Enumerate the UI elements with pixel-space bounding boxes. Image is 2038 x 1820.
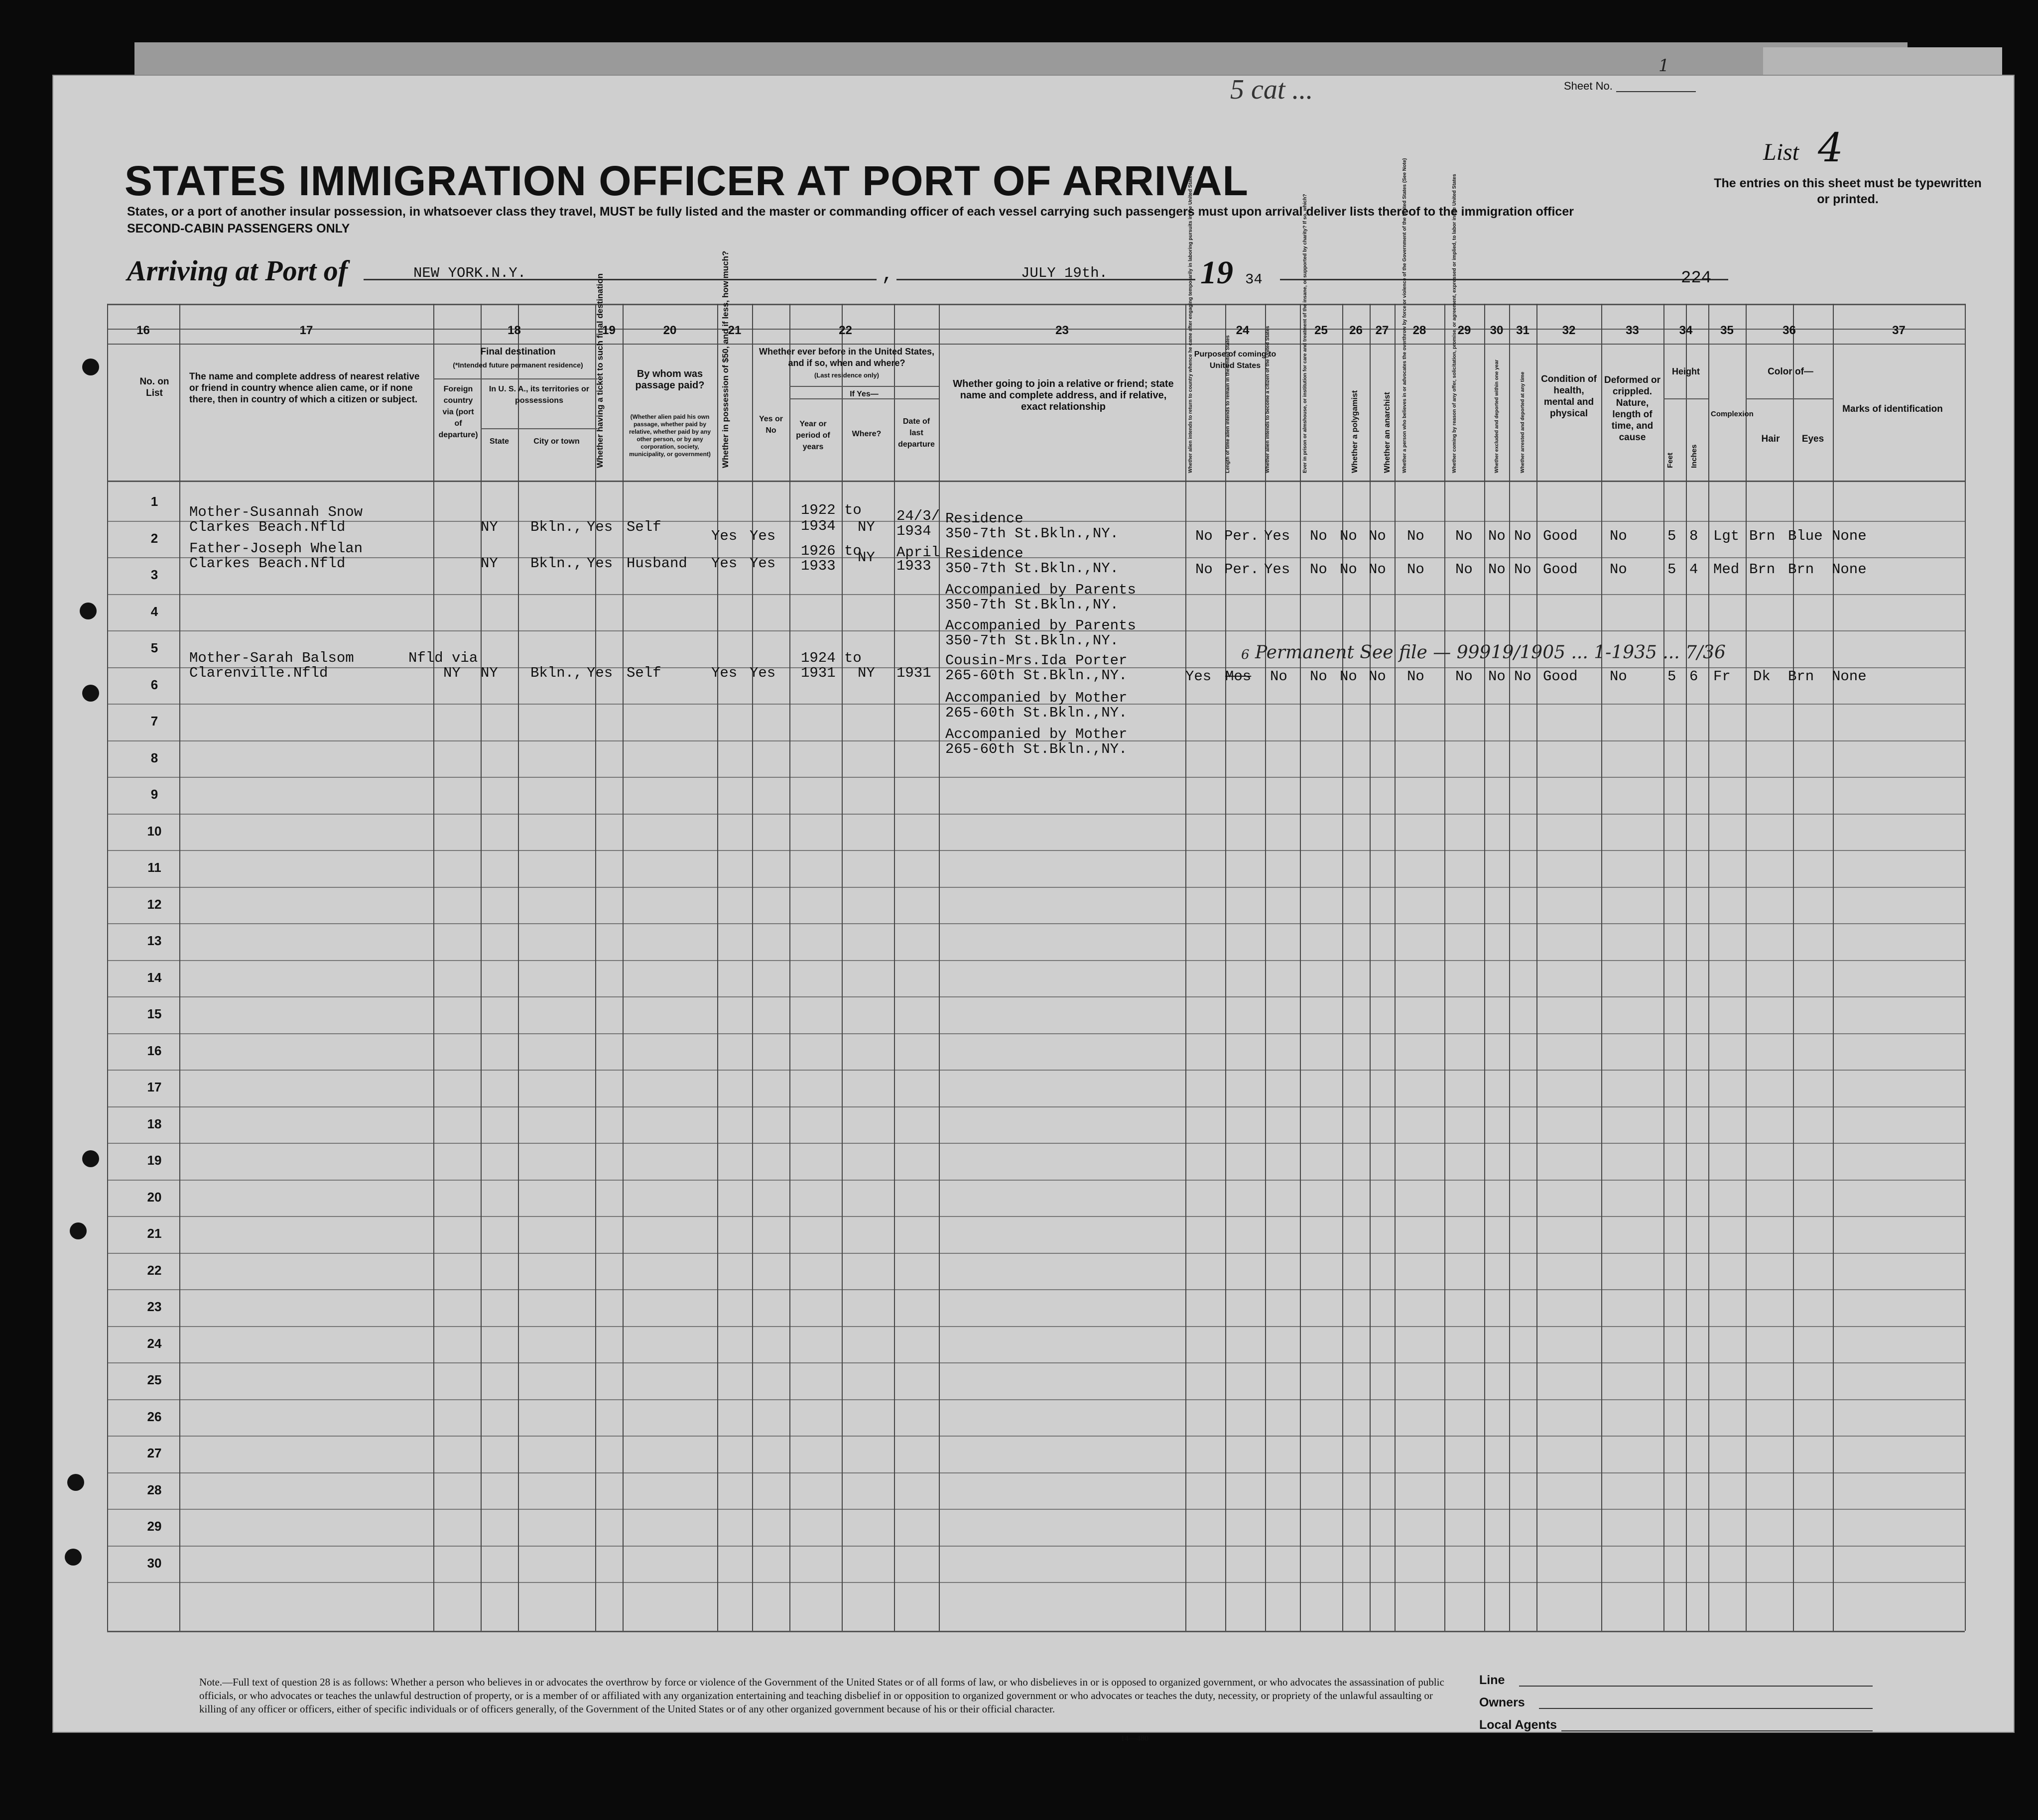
year-line xyxy=(1280,279,1728,280)
column-number: 19 xyxy=(602,324,616,337)
row5-c27: No xyxy=(1369,668,1386,685)
row2-relative-line2: Clarkes Beach.Nfld xyxy=(189,555,346,572)
row-number: 8 xyxy=(150,750,158,765)
row2-years-line1: 1926 to xyxy=(801,543,862,559)
column-rule xyxy=(1370,304,1371,1631)
header-col26: Whether a polygamist xyxy=(1351,390,1359,473)
column-number: 16 xyxy=(136,324,150,337)
punch-hole xyxy=(82,359,99,375)
row5-length: Mos xyxy=(1225,668,1252,685)
local-agents-field xyxy=(1561,1730,1873,1731)
row6-join-line1: Accompanied by Mother xyxy=(945,690,1128,706)
table-bottom-rule xyxy=(107,1631,1965,1632)
row5-length-correction: 6 xyxy=(1241,647,1250,662)
page-ref: 224 xyxy=(1681,269,1712,288)
sheet-number-value: 1 xyxy=(1658,56,1669,76)
row-number: 1 xyxy=(150,494,158,509)
header-no-on-list: No. on List xyxy=(139,376,169,398)
column-number: 29 xyxy=(1457,324,1471,337)
row1-before: Yes xyxy=(750,528,776,544)
column-rule xyxy=(1746,304,1747,1631)
row-number: 10 xyxy=(147,823,162,839)
column-rule xyxy=(1965,304,1966,1631)
column-rule xyxy=(481,304,482,1631)
header-col22-title: Whether ever before in the United States, and if so, when and where? xyxy=(759,347,935,368)
row4-join-line2: 350-7th St.Bkln.,NY. xyxy=(945,632,1119,649)
column-rule xyxy=(894,304,895,1631)
row-number: 2 xyxy=(150,530,158,546)
subheader-rule xyxy=(433,378,598,379)
column-rule xyxy=(1484,304,1485,1631)
column-number: 32 xyxy=(1562,324,1576,337)
row2-join-line2: 350-7th St.Bkln.,NY. xyxy=(945,560,1119,577)
row1-deformed: No xyxy=(1610,528,1627,544)
row-number: 18 xyxy=(147,1116,162,1131)
row5-paid: Self xyxy=(627,665,661,681)
row1-return: No xyxy=(1195,528,1213,544)
column-rule xyxy=(1833,304,1834,1631)
row5-handwritten-annotation: Permanent See file — 99919/1905 ... 1-1935 ... 7/36 xyxy=(1255,642,1726,663)
row4-join-line1: Accompanied by Parents xyxy=(945,617,1136,634)
row5-c31: No xyxy=(1514,668,1531,685)
row2-c27: No xyxy=(1369,561,1386,578)
column-number: 23 xyxy=(1055,324,1069,337)
row2-marks: None xyxy=(1832,561,1867,578)
column-rule xyxy=(1601,304,1602,1631)
header-col20-sub: (Whether alien paid his own passage, whether paid by relative, whether paid by any other person, or by any corporation, society, municipality, or government) xyxy=(629,413,711,458)
column-rule xyxy=(1663,304,1664,1631)
row2-fifty: Yes xyxy=(711,555,738,572)
page-title: STATES IMMIGRATION OFFICER AT PORT OF ARRIVAL xyxy=(125,157,1249,204)
row2-c26: No xyxy=(1340,561,1357,578)
column-number: 36 xyxy=(1783,324,1796,337)
header-col22-year: Year or period of years xyxy=(796,420,830,451)
row1-c26: No xyxy=(1340,528,1357,544)
row2-relative-line1: Father-Joseph Whelan xyxy=(189,540,363,557)
row1-city: Bkln., xyxy=(530,519,583,535)
sheet-number-line xyxy=(1616,91,1696,92)
list-number: 4 xyxy=(1818,124,1843,171)
row2-ticket: Yes xyxy=(587,555,613,572)
header-col36-title: Color of— xyxy=(1768,366,1813,377)
row5-fifty: Yes xyxy=(711,665,738,681)
row3-join-line2: 350-7th St.Bkln.,NY. xyxy=(945,597,1119,613)
row1-c28: No xyxy=(1407,528,1424,544)
row2-eyes: Brn xyxy=(1788,561,1814,578)
row-number: 17 xyxy=(147,1080,162,1094)
column-rule xyxy=(1300,304,1301,1631)
column-rule xyxy=(1225,304,1226,1631)
arriving-label: Arriving at Port of xyxy=(127,254,348,287)
row2-citizen: Yes xyxy=(1264,561,1290,578)
row-number: 3 xyxy=(150,567,158,582)
header-col22-date: Date of last departure xyxy=(898,417,935,449)
row5-years-line1: 1924 to xyxy=(801,650,862,666)
class-line: SECOND-CABIN PASSENGERS ONLY xyxy=(127,222,350,236)
row5-years-line2: 1931 xyxy=(801,665,836,681)
column-rule xyxy=(595,304,596,1631)
top-scribble: 5 cat ... xyxy=(1230,74,1313,105)
header-col34-feet: Feet xyxy=(1666,453,1674,468)
header-col18-title: Final destination xyxy=(480,347,556,357)
row-number: 26 xyxy=(147,1409,162,1424)
row5-join-line2: 265-60th St.Bkln.,NY. xyxy=(945,667,1128,684)
row5-citizen: No xyxy=(1270,668,1287,685)
punch-hole xyxy=(65,1549,82,1566)
column-rule xyxy=(1265,304,1266,1631)
subheader-rule xyxy=(1746,398,1833,399)
row2-complexion: Med xyxy=(1713,561,1740,578)
punch-hole xyxy=(67,1474,84,1491)
row5-ticket: Yes xyxy=(587,665,613,681)
row2-date-line2: 1933 xyxy=(896,558,931,574)
row7-join-line1: Accompanied by Mother xyxy=(945,726,1128,742)
row5-deformed: No xyxy=(1610,668,1627,685)
row-number: 25 xyxy=(147,1372,162,1387)
row-number: 19 xyxy=(147,1153,162,1168)
header-col24-title: Purpose of coming to United States xyxy=(1194,350,1276,370)
column-number: 22 xyxy=(839,324,852,337)
header-col20-title: By whom was passage paid? xyxy=(635,368,705,391)
header-col24-b: Length of time alien intends to remain in the United States xyxy=(1225,335,1231,473)
row1-length: Per. xyxy=(1224,528,1259,544)
form-number: 14—480 xyxy=(1121,1734,1148,1743)
row5-marks: None xyxy=(1832,668,1867,685)
row2-years-line2: 1933 xyxy=(801,558,836,574)
header-col30: Whether excluded and deported within one year xyxy=(1494,360,1500,473)
column-rule xyxy=(752,304,753,1631)
column-rule xyxy=(1185,304,1186,1631)
typewritten-instruction: The entries on this sheet must be typewritten or printed. xyxy=(1714,176,1982,206)
column-rule xyxy=(518,304,519,1631)
row-number: 23 xyxy=(147,1299,162,1314)
row1-c25: No xyxy=(1310,528,1327,544)
header-col24-c: Whether alien intends to become a citizen of the United States xyxy=(1265,326,1271,473)
header-col34-inches: Inches xyxy=(1690,444,1698,468)
row2-paid: Husband xyxy=(627,555,687,572)
header-col22-sub: (Last residence only) xyxy=(814,371,880,379)
row-number: 20 xyxy=(147,1189,162,1205)
row-number: 22 xyxy=(147,1262,162,1278)
row-number: 5 xyxy=(150,640,158,655)
row5-c30: No xyxy=(1488,668,1506,685)
row1-ticket: Yes xyxy=(587,519,613,535)
row1-c29: No xyxy=(1455,528,1473,544)
row5-complexion: Fr xyxy=(1713,668,1731,685)
row7-join-line2: 265-60th St.Bkln.,NY. xyxy=(945,741,1128,757)
column-number: 28 xyxy=(1412,324,1426,337)
row-number: 14 xyxy=(147,970,162,985)
header-col24-a: Whether alien intends to return to country whence he came after engaging temporarily in laboring pursuits in the United States xyxy=(1188,173,1193,473)
row-number: 12 xyxy=(147,896,162,912)
subheader-rule xyxy=(481,428,598,429)
row2-deformed: No xyxy=(1610,561,1627,578)
row-number: 11 xyxy=(147,860,161,875)
header-col35: Complexion xyxy=(1711,410,1754,418)
row2-before: Yes xyxy=(750,555,776,572)
sheet-number-label: Sheet No. xyxy=(1564,80,1613,92)
header-col22-ifyes: If Yes— xyxy=(850,390,879,398)
column-number: 35 xyxy=(1720,324,1734,337)
column-rule xyxy=(107,304,108,1631)
row-number: 24 xyxy=(147,1335,162,1351)
row1-inches: 8 xyxy=(1689,528,1698,544)
header-col19: Whether having a ticket to such final destination xyxy=(595,273,605,468)
column-number: 34 xyxy=(1679,324,1693,337)
row2-c30: No xyxy=(1488,561,1506,578)
row1-hair: Brn xyxy=(1749,528,1776,544)
header-col34-title: Height xyxy=(1672,366,1700,376)
row-number: 21 xyxy=(147,1226,162,1241)
header-col22-yesno: Yes or No xyxy=(759,415,783,435)
punch-hole xyxy=(82,1150,99,1167)
row-number: 16 xyxy=(147,1043,162,1058)
row1-date-line1: 24/3/ xyxy=(896,508,940,524)
column-rule xyxy=(1342,304,1343,1631)
row2-hair: Brn xyxy=(1749,561,1776,578)
row-number: 15 xyxy=(147,1006,162,1021)
row2-c28: No xyxy=(1407,561,1424,578)
row1-relative-line2: Clarkes Beach.Nfld xyxy=(189,519,346,535)
column-rule xyxy=(939,304,940,1631)
row1-paid: Self xyxy=(627,519,661,535)
row5-health: Good xyxy=(1543,668,1578,685)
owners-field xyxy=(1539,1708,1873,1709)
header-col18-state: State xyxy=(489,437,510,446)
header-col18-foreign: Foreign country via (port of departure) xyxy=(438,385,478,439)
row-number: 9 xyxy=(150,787,158,802)
column-rule xyxy=(433,304,434,1631)
column-number: 24 xyxy=(1236,324,1250,337)
row5-foreign-line1: Nfld via xyxy=(408,650,478,666)
row2-city: Bkln., xyxy=(530,555,583,572)
row1-relative-line1: Mother-Susannah Snow xyxy=(189,504,363,520)
column-number: 33 xyxy=(1626,324,1639,337)
row5-c29: No xyxy=(1455,668,1473,685)
row2-c25: No xyxy=(1310,561,1327,578)
column-rule xyxy=(1686,304,1687,1631)
header-col22-where: Where? xyxy=(852,430,882,438)
row5-where: NY xyxy=(858,665,875,681)
row2-health: Good xyxy=(1543,561,1578,578)
row1-health: Good xyxy=(1543,528,1578,544)
subheader-rule xyxy=(1663,398,1708,399)
row2-where: NY xyxy=(858,549,875,566)
row1-where: NY xyxy=(858,519,875,535)
row1-citizen: Yes xyxy=(1264,528,1290,544)
header-col17: The name and complete address of nearest relative or friend in country whence alien came, or if none there, then in country of which a citizen or subject. xyxy=(189,371,420,405)
row-number: 7 xyxy=(150,714,158,728)
row5-return: Yes xyxy=(1185,668,1212,685)
column-number: 26 xyxy=(1349,324,1363,337)
header-col32: Condition of health, mental and physical xyxy=(1541,374,1597,419)
row5-c25: No xyxy=(1310,668,1327,685)
page-subtitle: States, or a port of another insular possession, in whatsoever class they travel, MUST be fully listed and the master or commanding officer of each vessel carrying such passengers must upon arrival deliver lists thereof to the immigration officer xyxy=(127,205,1574,219)
local-agents-label: Local Agents xyxy=(1479,1718,1557,1732)
row5-feet: 5 xyxy=(1667,668,1676,685)
header-col27: Whether an anarchist xyxy=(1383,392,1392,473)
row5-foreign-line2: NY xyxy=(443,665,461,681)
header-col18-city: City or town xyxy=(533,437,580,446)
row1-years-line1: 1922 to xyxy=(801,502,862,518)
row2-c29: No xyxy=(1455,561,1473,578)
row2-inches: 4 xyxy=(1689,561,1698,578)
row2-c31: No xyxy=(1514,561,1531,578)
punch-hole xyxy=(80,603,97,619)
line-label: Line xyxy=(1479,1673,1505,1687)
row-number: 6 xyxy=(150,677,158,692)
question-28-note: Note.—Full text of question 28 is as follows: Whether a person who believes in or advocates the overthrow by force or violence of the Government of the United States or of all forms of law, or who disbelieves in or is opposed to organized government, or who advocates the assassination of public officials, or who advocates or teaches the unlawful destruction of property, or is a member of or affiliated with any organization entertaining and teaching disbelief in or opposition to organized government or who advocates or teaches the duty, necessity, or propriety of the unlawful assaulting or killing of any officer or officers, either of specific individuals or of officers generally, of the Government of the United States or of any other organized government because of his or their official character. xyxy=(199,1676,1444,1715)
year-suffix: 34 xyxy=(1245,271,1263,288)
header-col18-usa: In U. S. A., its territories or possessions xyxy=(489,385,590,405)
row1-eyes: Blue xyxy=(1788,528,1823,544)
row1-join-line2: 350-7th St.Bkln.,NY. xyxy=(945,525,1119,542)
row2-length: Per. xyxy=(1224,561,1259,578)
header-col36-hair: Hair xyxy=(1761,434,1780,444)
row1-years-line2: 1934 xyxy=(801,518,836,534)
row1-fifty: Yes xyxy=(711,528,738,544)
header-col31: Whether arrested and deported at any time xyxy=(1520,371,1526,473)
header-col21: Whether in possession of $50, and if less, how much? xyxy=(721,250,730,468)
column-rule xyxy=(789,304,790,1631)
row2-return: No xyxy=(1195,561,1213,578)
header-col29: Whether coming by reason of any offer, solicitation, promise, or agreement, expressed or implied, to labor in the United States xyxy=(1452,174,1457,473)
row-number: 13 xyxy=(147,933,162,948)
row5-relative-line2: Clarenville.Nfld xyxy=(189,665,328,681)
row1-feet: 5 xyxy=(1667,528,1676,544)
column-rule xyxy=(1395,304,1396,1631)
port-value: NEW YORK.N.Y. xyxy=(413,265,526,281)
owners-label: Owners xyxy=(1479,1696,1525,1709)
header-col37: Marks of identification xyxy=(1842,404,1943,414)
row5-hair: Dk xyxy=(1753,668,1771,685)
row5-inches: 6 xyxy=(1689,668,1698,685)
column-rule xyxy=(1536,304,1537,1631)
row-number: 30 xyxy=(147,1555,162,1571)
row1-c31: No xyxy=(1514,528,1531,544)
header-col23: Whether going to join a relative or friend; state name and complete address, and if relative, exact relationship xyxy=(953,378,1174,412)
date-value: JULY 19th. xyxy=(1021,265,1108,281)
column-rule xyxy=(717,304,718,1631)
row3-join-line1: Accompanied by Parents xyxy=(945,582,1136,598)
row-number: 28 xyxy=(147,1482,162,1497)
header-col28: Whether a person who believes in or advocates the overthrow by force or violence of the Government of the United States (See Note) xyxy=(1402,158,1407,473)
column-rule xyxy=(1793,304,1794,1631)
column-rule xyxy=(1444,304,1445,1631)
column-number: 21 xyxy=(728,324,742,337)
row5-state: NY xyxy=(481,665,498,681)
list-label: List xyxy=(1763,139,1799,165)
row5-c28: No xyxy=(1407,668,1424,685)
row1-marks: None xyxy=(1832,528,1867,544)
punch-hole xyxy=(70,1222,87,1239)
year-prefix: 19 xyxy=(1200,254,1233,291)
row5-relative-line1: Mother-Sarah Balsom xyxy=(189,650,354,666)
column-rule xyxy=(179,304,180,1631)
line-field xyxy=(1519,1686,1873,1687)
column-rule xyxy=(1708,304,1709,1631)
column-number: 25 xyxy=(1314,324,1328,337)
row1-date-line2: 1934 xyxy=(896,523,931,539)
column-rule xyxy=(623,304,624,1631)
row2-date-line1: April xyxy=(896,544,940,561)
column-number: 30 xyxy=(1490,324,1504,337)
column-number: 31 xyxy=(1516,324,1529,337)
row5-c26: No xyxy=(1340,668,1357,685)
header-col36-eyes: Eyes xyxy=(1801,434,1824,444)
row5-join-line1: Cousin-Mrs.Ida Porter xyxy=(945,652,1128,669)
row-number: 27 xyxy=(147,1446,162,1460)
column-number: 17 xyxy=(299,324,313,337)
row1-complexion: Lgt xyxy=(1713,528,1740,544)
header-col33: Deformed or crippled. Nature, length of time, and cause xyxy=(1604,375,1660,443)
row5-city: Bkln., xyxy=(530,665,583,681)
row1-c27: No xyxy=(1369,528,1386,544)
row6-join-line2: 265-60th St.Bkln.,NY. xyxy=(945,705,1128,721)
subheader-rule xyxy=(789,386,939,387)
row-number: 29 xyxy=(147,1519,162,1534)
row1-state: NY xyxy=(481,519,498,535)
row2-join-line1: Residence xyxy=(945,545,1023,562)
column-number: 27 xyxy=(1375,324,1389,337)
row5-before: Yes xyxy=(750,665,776,681)
column-number: 18 xyxy=(508,324,521,337)
row5-eyes: Brn xyxy=(1788,668,1814,685)
row-number: 4 xyxy=(150,604,158,619)
column-number: 20 xyxy=(663,324,677,337)
column-number: 37 xyxy=(1892,324,1906,337)
row2-state: NY xyxy=(481,555,498,572)
row1-join-line1: Residence xyxy=(945,510,1023,527)
row5-date: 1931 xyxy=(896,665,931,681)
header-col18-sub: (*Intended future permanent residence) xyxy=(453,361,583,369)
header-col25: Ever in prison or almshouse, or institution for care and treatment of the insane, or supported by charity? If so, which? xyxy=(1302,194,1308,473)
column-rule xyxy=(1509,304,1510,1631)
punch-hole xyxy=(82,685,99,702)
row1-c30: No xyxy=(1488,528,1506,544)
row2-feet: 5 xyxy=(1667,561,1676,578)
